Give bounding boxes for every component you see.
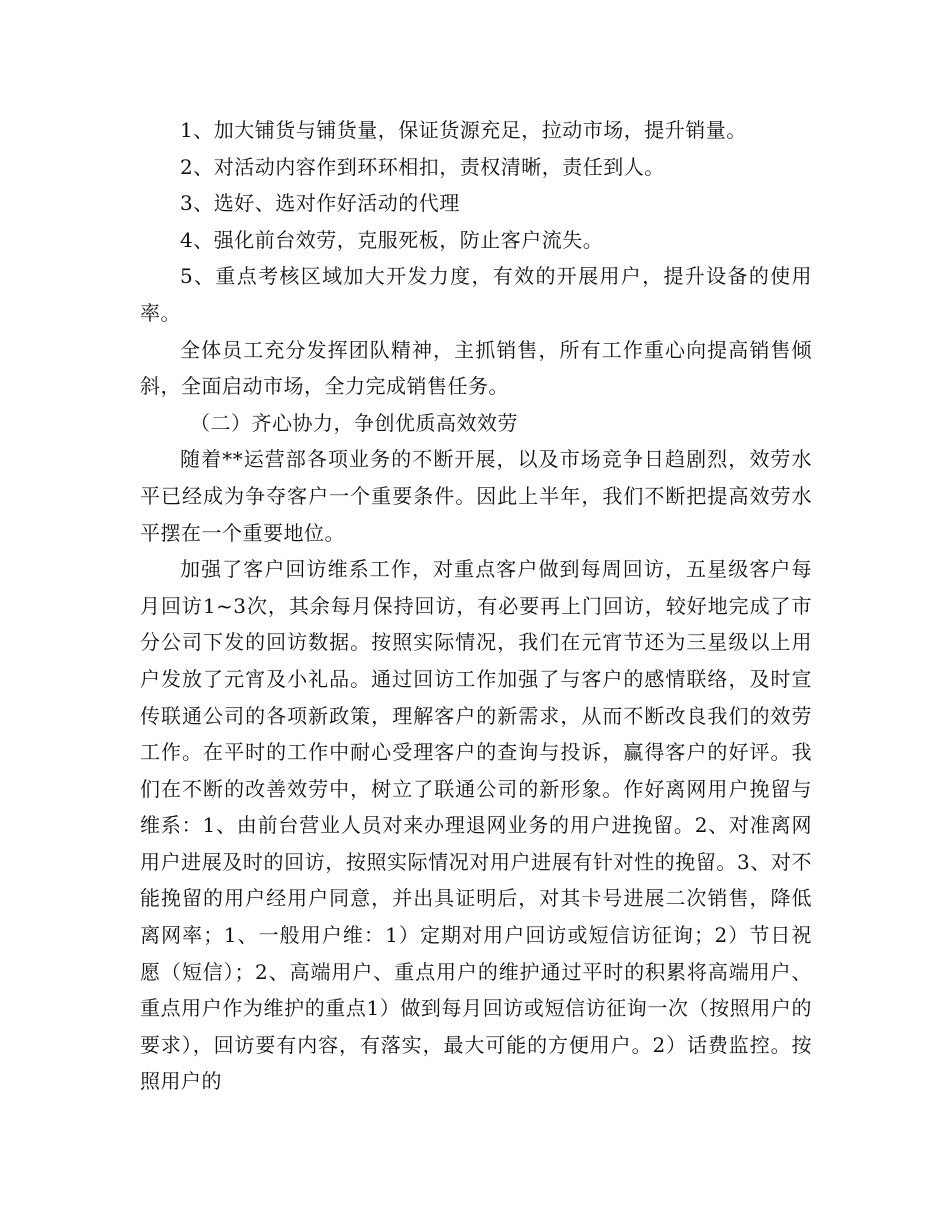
document-page [140,112,812,1100]
list-item: 2、对活动内容作到环环相扣，责权清晰，责任到人。 [180,154,665,179]
body-paragraph: 加强了客户回访维系工作，对重点客户做到每周回访，五星级客户每月回访1~3次，其余每月保持回访，有必要再上门回访，较好地完成了市分公司下发的回访数据。按照实际情况，我们在元宵节还为三星级以上用户发放了元宵及小礼品。通过回访工作加强了与客户的感情联络，及时宣传联通公司的各项新政策，理解客户的新需求，从而不断改良我们的效劳工作。在平时的工作中耐心受理客户的查询与投诉，赢得客户的好评。我们在不断的改善效劳中，树立了联通公司的新形象。作好离网用户挽留与维系：1、由前台营业人员对来办理退网业务的用户进挽留。2、对准离网用户进展及时的回访，按照实际情况对用户进展有针对性的挽留。3、对不能挽留的用户经用户同意，并出具证明后，对其卡号进展二次销售，降低离网率；1、一般用户维：1）定期对用户回访或短信访征询；2）节日祝愿（短信）；2、高端用户、重点用户的维护通过平时的积累将高端用户、重点用户作为维护的重点1）做到每月回访或短信访征询一次（按照用户的要求），回访要有内容，有落实，最大可能的方便用户。2）话费监控。按照用户的 [140,557,812,1094]
list-item: 5、重点考核区域加大开发力度，有效的开展用户，提升设备的使用率。 [140,264,812,325]
list-item: 3、选好、选对作好活动的代理 [180,191,460,216]
list-item: 1、加大铺货与铺货量，保证货源充足，拉动市场，提升销量。 [180,118,747,142]
body-paragraph: 随着**运营部各项业务的不断开展，以及市场竞争日趋剧烈，效劳水平已经成为争夺客户一个重要条件。因此上半年，我们不断把提高效劳水平摆在一个重要地位。 [140,447,812,545]
section-heading: （二）齐心协力，争创优质高效效劳 [190,410,518,435]
summary-paragraph: 全体员工充分发挥团队精神，主抓销售，所有工作重心向提高销售倾斜，全面启动市场，全力完成销售任务。 [140,337,812,399]
list-item: 4、强化前台效劳，克服死板，防止客户流失。 [180,227,604,252]
